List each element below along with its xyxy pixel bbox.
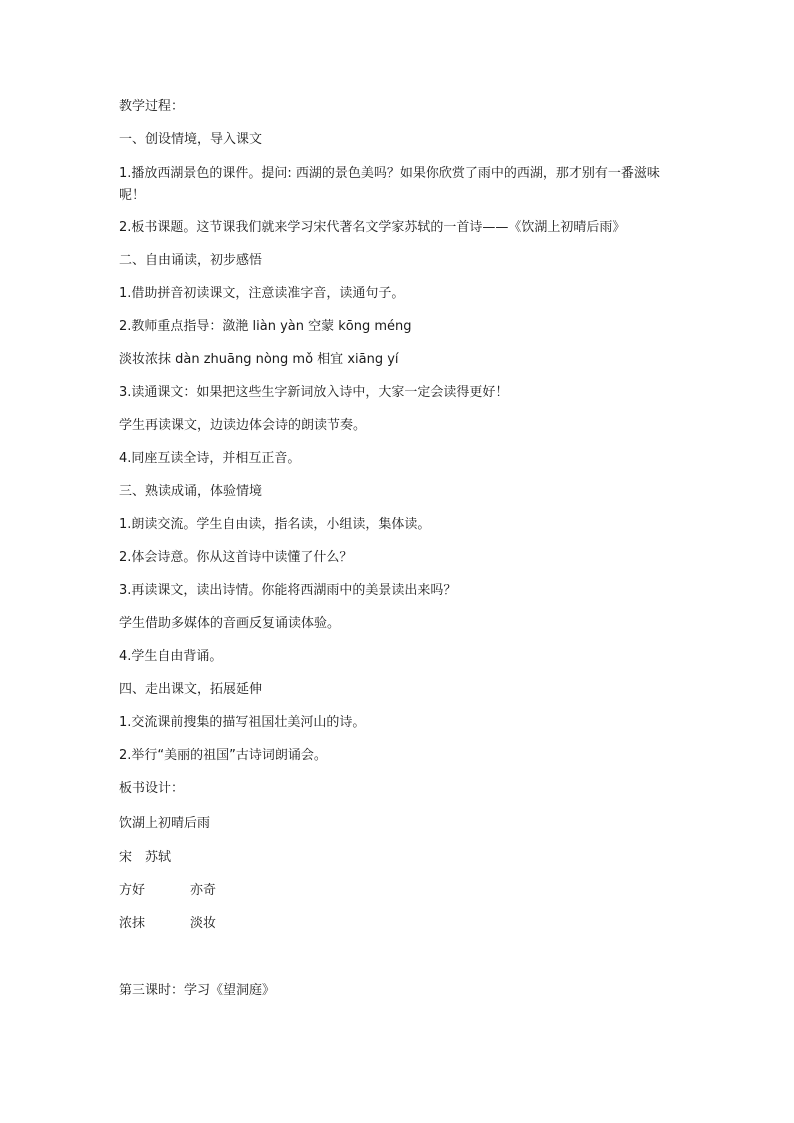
poem-title: 饮湖上初晴后雨: [119, 816, 211, 831]
step-2-3-note: 学生再读课文，边读边体会诗的朗读节奏。: [119, 418, 367, 433]
section-2-heading: 二、自由诵读，初步感悟: [119, 253, 263, 268]
teaching-process-heading: 教学过程：: [119, 99, 185, 114]
step-3-1: 1.朗读交流。学生自由读，指名读，小组读，集体读。: [119, 517, 431, 532]
step-2-1: 1.借助拼音初读课文，注意读准字音，读通句子。: [119, 286, 405, 301]
poem-author: 宋 苏轼: [119, 850, 172, 865]
step-2-3: 3.读通课文：如果把这些生字新词放入诗中，大家一定会读得更好！: [119, 385, 509, 400]
step-2-4: 4.同座互读全诗，并相互正音。: [119, 451, 301, 466]
step-4-1: 1.交流课前搜集的描写祖国壮美河山的诗。: [119, 715, 366, 730]
board-design-heading: 板书设计：: [119, 781, 185, 796]
board-row-right: 亦奇: [190, 883, 217, 898]
board-row: 方好: [119, 883, 146, 898]
step-2-2: 2.教师重点指导：潋滟 liàn yàn 空蒙 kōng méng: [119, 319, 412, 334]
step-1-2: 2.板书课题。这节课我们就来学习宋代著名文学家苏轼的一首诗——《饮湖上初晴后雨》: [119, 220, 626, 235]
section-1-heading: 一、创设情境，导入课文: [119, 132, 263, 147]
step-3-3-note: 学生借助多媒体的音画反复诵读体验。: [119, 616, 341, 631]
board-row-right: 淡妆: [190, 916, 217, 931]
step-1-1: 1.播放西湖景色的课件。提问: 西湖的景色美吗？如果你欣赏了雨中的西湖，那才别有一番滋味呢！: [119, 166, 660, 203]
section-3-heading: 三、熟读成诵，体验情境: [119, 484, 263, 499]
step-4-2: 2.举行“美丽的祖国”古诗词朗诵会。: [119, 748, 327, 763]
board-row: 浓抹: [119, 916, 146, 931]
lesson-3-heading: 第三课时：学习《望洞庭》: [119, 983, 276, 998]
pinyin-line: 淡妆浓抹 dàn zhuāng nòng mǒ 相宜 xiāng yí: [119, 352, 399, 367]
section-4-heading: 四、走出课文，拓展延伸: [119, 682, 263, 697]
step-3-4: 4.学生自由背诵。: [119, 649, 223, 664]
step-3-3: 3.再读课文，读出诗情。你能将西湖雨中的美景读出来吗？: [119, 583, 457, 598]
step-3-2: 2.体会诗意。你从这首诗中读懂了什么？: [119, 550, 353, 565]
